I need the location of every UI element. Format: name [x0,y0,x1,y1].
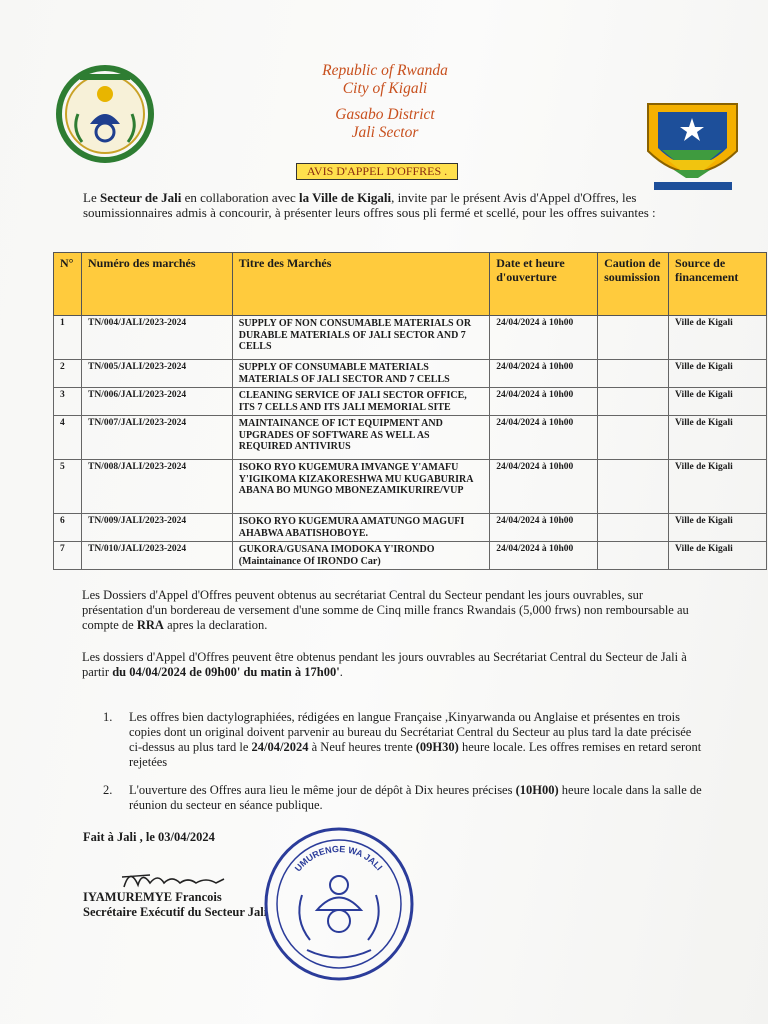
document-title: AVIS D'APPEL D'OFFRES . [296,163,458,180]
row-date: 24/04/2024 à 10h00 [490,388,598,416]
header-country: Republic of Rwanda [322,62,448,79]
availability-paragraph: Les dossiers d'Appel d'Offres peuvent être obtenus pendant les jours ouvrables au Secrétariat Central du Secteur de Jali à partir du 04/04/2024 de 09h00' du matin à 17h00'. [82,650,687,679]
row-reference: TN/009/JALI/2023-2024 [81,514,232,542]
header-sector: Jali Sector [351,124,419,141]
table-row [54,360,767,388]
row-date: 24/04/2024 à 10h00 [490,514,598,542]
row-reference: TN/006/JALI/2023-2024 [81,388,232,416]
date-line: Fait à Jali , le 03/04/2024 [83,830,215,844]
row-title: ISOKO RYO KUGEMURA AMATUNGO MAGUFI AHABWA ABATISHOBOYE. [232,514,490,542]
table-row [54,460,767,514]
row-reference: TN/007/JALI/2023-2024 [81,416,232,460]
row-caution [598,460,669,514]
col-header-funding-source: Source de financement [669,253,767,316]
row-reference: TN/004/JALI/2023-2024 [81,316,232,360]
row-number: 4 [54,416,82,460]
row-date: 24/04/2024 à 10h00 [490,316,598,360]
tenders-table [53,252,767,570]
table-header-row [54,253,767,316]
row-title: SUPPLY OF NON CONSUMABLE MATERIALS OR DURABLE MATERIALS OF JALI SECTOR AND 7 CELLS [232,316,490,360]
row-number: 3 [54,388,82,416]
row-caution [598,360,669,388]
row-date: 24/04/2024 à 10h00 [490,542,598,570]
official-stamp [262,825,417,983]
row-source: Ville de Kigali [669,514,767,542]
col-header-title: Titre des Marchés [232,253,490,316]
row-reference: TN/008/JALI/2023-2024 [81,460,232,514]
row-date: 24/04/2024 à 10h00 [490,460,598,514]
document-header [230,62,540,142]
intro-paragraph: Le Secteur de Jali en collaboration avec la Ville de Kigali, invite par le présent Avis d'Appel d'Offres, les soumissionnaires admis à concourir, à présenter leurs offres sous pli fermé et scellé, pour les offres suivantes : [83,190,656,220]
row-caution [598,542,669,570]
row-caution [598,316,669,360]
row-title: ISOKO RYO KUGEMURA IMVANGE Y'AMAFU Y'IGIKOMA KIZAKORESHWA MU KUGABURIRA ABANA BO MUNGO MBONEZAMIKURIRE/VUP [232,460,490,514]
row-number: 1 [54,316,82,360]
col-header-opening-date: Date et heure d'ouverture [490,253,598,316]
row-date: 24/04/2024 à 10h00 [490,360,598,388]
row-source: Ville de Kigali [669,316,767,360]
table-row [54,514,767,542]
table-row [54,542,767,570]
row-title: GUKORA/GUSANA IMODOKA Y'IRONDO (Maintainance Of IRONDO Car) [232,542,490,570]
row-caution [598,388,669,416]
row-date: 24/04/2024 à 10h00 [490,416,598,460]
row-source: Ville de Kigali [669,416,767,460]
col-header-number: N° [54,253,82,316]
col-header-bid-security: Caution de soumission [598,253,669,316]
row-caution [598,416,669,460]
row-number: 7 [54,542,82,570]
row-title: CLEANING SERVICE OF JALI SECTOR OFFICE, ITS 7 CELLS AND ITS JALI MEMORIAL SITE [232,388,490,416]
row-number: 2 [54,360,82,388]
header-district: Gasabo District [335,106,435,123]
row-title: MAINTAINANCE OF ICT EQUIPMENT AND UPGRADES OF SOFTWARE AS WELL AS REQUIRED ANTIVIRUS [232,416,490,460]
header-city: City of Kigali [342,80,428,97]
row-number: 5 [54,460,82,514]
signature-image [120,865,230,893]
list-item: 1. Les offres bien dactylographiées, rédigées en langue Française ,Kinyarwanda ou Anglaise et présentes en trois copies dont un original doivent parvenir au bureau du Secrétariat Central du Secteur au plus tard la date précisée ci-dessus au plus tard le 24/04/2024 à Neuf heures trente (09H30) heure locale. Les offres remises en retard seront rejetées [103,710,702,769]
city-of-kigali-logo [640,96,745,196]
signatory-role: Secrétaire Exécutif du Secteur Jali [83,905,268,919]
row-number: 6 [54,514,82,542]
col-header-reference: Numéro des marchés [81,253,232,316]
row-source: Ville de Kigali [669,360,767,388]
row-source: Ville de Kigali [669,388,767,416]
row-source: Ville de Kigali [669,542,767,570]
svg-text:UMURENGE WA JALI: UMURENGE WA JALI [292,843,385,874]
list-item: 2. L'ouverture des Offres aura lieu le même jour de dépôt à Dix heures précises (10H00) heure locale dans la salle de réunion du secteur en séance publique. [103,783,702,812]
row-reference: TN/010/JALI/2023-2024 [81,542,232,570]
table-row [54,416,767,460]
row-title: SUPPLY OF CONSUMABLE MATERIALS MATERIALS OF JALI SECTOR AND 7 CELLS [232,360,490,388]
table-row [54,316,767,360]
row-reference: TN/005/JALI/2023-2024 [81,360,232,388]
rwanda-coat-of-arms-logo [50,64,160,164]
table-row [54,388,767,416]
signatory-name: IYAMUREMYE Francois [83,890,222,904]
row-source: Ville de Kigali [669,460,767,514]
dossier-paragraph: Les Dossiers d'Appel d'Offres peuvent obtenus au secrétariat Central du Secteur pendant les jours ouvrables, sur présentation d'un bordereau de versement d'une somme de Cinq mille francs Rwandais (5,000 frws) non remboursable au compte de RRA apres la declaration. [82,588,689,632]
row-caution [598,514,669,542]
